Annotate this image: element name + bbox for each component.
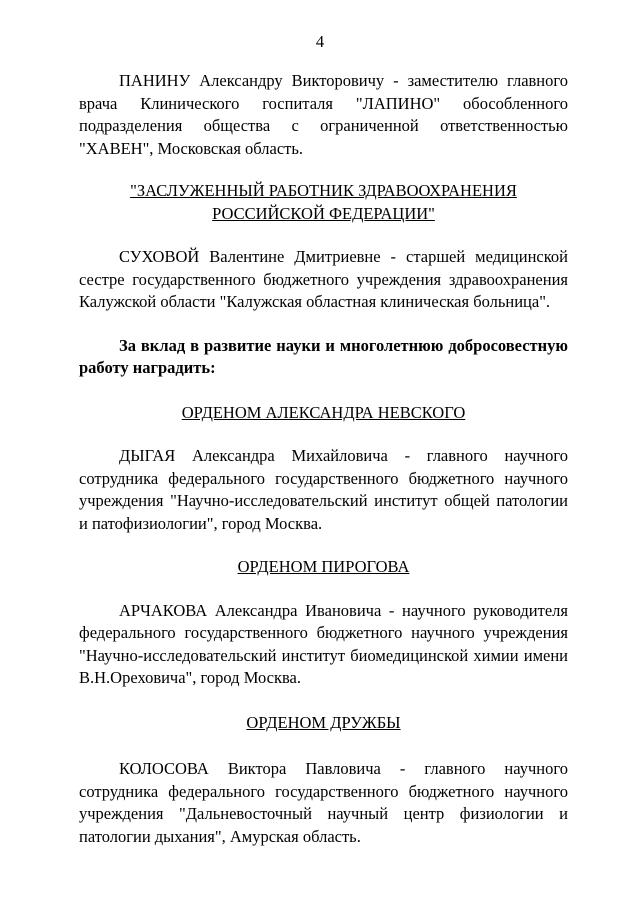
award-entry-dygai: ДЫГАЯ Александра Михайловича - главного научного сотрудника федерального государственного бюджетного научного учреждения "Научно-исследовательский институт общей патологии и патофизиологии", город Москва. [79,446,568,533]
order-heading-alexander-nevsky: ОРДЕНОМ АЛЕКСАНДРА НЕВСКОГО [181,402,466,422]
order-heading-friendship: ОРДЕНОМ ДРУЖБЫ [246,712,401,732]
award-entry-sukhova: СУХОВОЙ Валентине Дмитриевне - старшей медицинской сестре государственного бюджетного учреждения здравоохранения Калужской области "Калужская областная клиническая больница". [79,247,568,311]
title-heading-honored-health-worker [79,180,568,225]
document-body [79,70,568,848]
award-entry-archakov: АРЧАКОВА Александра Ивановича - научного руководителя федерального государственного бюджетного научного учреждения "Научно-исследовательский институт биомедицинской химии имени В.Н.Ореховича", город Москва. [79,600,568,687]
title-heading-line-2: РОССИЙСКОЙ ФЕДЕРАЦИИ" [212,203,435,223]
page-number: 4 [315,32,325,51]
award-entry-kolosov: КОЛОСОВА Виктора Павловича - главного научного сотрудника федерального государственного бюджетного научного учреждения "Дальневосточный научный центр физиологии и патологии дыхания", Амурская область. [79,759,568,846]
award-entry-panin: ПАНИНУ Александру Викторовичу - заместителю главного врача Клинического госпиталя "ЛАПИНО" обособленного подразделения общества с ограниченной ответственностью "ХАВЕН", Московская область. [79,71,568,158]
title-heading-line-1: "ЗАСЛУЖЕННЫЙ РАБОТНИК ЗДРАВООХРАНЕНИЯ [130,181,517,200]
order-heading-pirogov: ОРДЕНОМ ПИРОГОВА [237,557,410,576]
award-reason-statement: За вклад в развитие науки и многолетнюю добросовестную работу наградить: [79,335,568,377]
